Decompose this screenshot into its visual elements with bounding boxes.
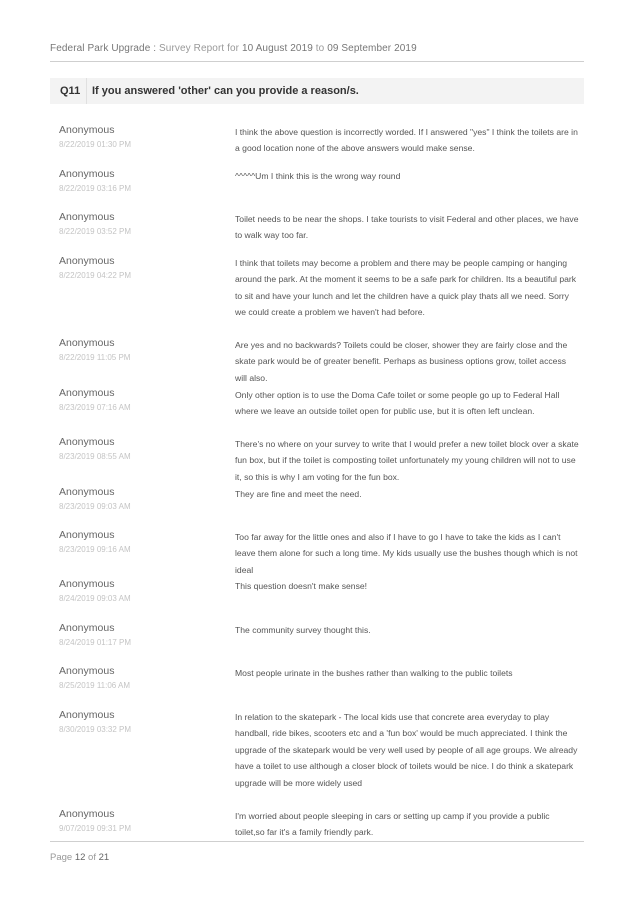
response-date: 8/24/2019 09:03 AM xyxy=(59,594,131,603)
respondent-name: Anonymous xyxy=(59,168,115,180)
response-date: 8/22/2019 03:52 PM xyxy=(59,227,132,236)
response-date: 8/23/2019 07:16 AM xyxy=(59,403,131,412)
response-text: ^^^^^Um I think this is the wrong way round xyxy=(235,171,401,181)
footer-page-label: Page xyxy=(50,852,75,863)
response-text: This question doesn't make sense! xyxy=(235,581,368,591)
response-text: Only other option is to use the Doma Cafe toilet or some people go up to Federal Hall where we leave an outside toilet open for public use, but it is often left unclean. xyxy=(235,390,560,417)
question-number: Q11 xyxy=(60,85,81,97)
response-date: 8/23/2019 09:16 AM xyxy=(59,545,131,554)
header-date-from: 10 August 2019 xyxy=(241,43,313,54)
response-text: Toilet needs to be near the shops. I take tourists to visit Federal and other places, we have to walk way too far. xyxy=(235,214,579,241)
response-date: 9/07/2019 09:31 PM xyxy=(59,824,132,833)
response-text: I think that toilets may become a problem and there may be people camping or hanging around the park. At the moment it seems to be a safe park for children. Its a beautiful park to sit and have your lunch and let the children have a quick play thats all we need. Sorry we could create a problem we haven't had before. xyxy=(235,258,577,318)
page-footer xyxy=(50,852,109,863)
respondent-name: Anonymous xyxy=(59,578,115,590)
header-date-to: 09 September 2019 xyxy=(327,43,417,54)
header-divider xyxy=(50,61,584,62)
respondent-name: Anonymous xyxy=(59,665,115,677)
response-text: The community survey thought this. xyxy=(235,625,371,635)
respondent-name: Anonymous xyxy=(59,709,115,721)
respondent-name: Anonymous xyxy=(59,211,115,223)
response-text: Too far away for the little ones and also if I have to go I have to take the kids as I can't leave them alone for such a long time. My kids usually use the bushes though which is not ideal xyxy=(235,532,578,575)
respondent-name: Anonymous xyxy=(59,337,115,349)
response-date: 8/22/2019 03:16 PM xyxy=(59,184,132,193)
header-report-label: Survey Report for xyxy=(159,43,242,54)
question-separator xyxy=(86,78,87,104)
footer-divider xyxy=(50,841,584,842)
question-text: If you answered 'other' can you provide a reason/s. xyxy=(92,85,359,97)
response-text: Most people urinate in the bushes rather than walking to the public toilets xyxy=(235,668,513,678)
response-text: I think the above question is incorrectly worded. If I answered "yes" I think the toilets are in a good location none of the above answers would make sense. xyxy=(235,127,578,154)
response-date: 8/23/2019 09:03 AM xyxy=(59,502,131,511)
response-date: 8/24/2019 01:17 PM xyxy=(59,638,132,647)
question-bar xyxy=(50,78,584,104)
respondent-name: Anonymous xyxy=(59,124,115,136)
report-header xyxy=(50,43,417,54)
response-text: Are yes and no backwards? Toilets could be closer, shower they are fairly close and the skate park would be of greater benefit. Perhaps as business options grow, toilet access will also. xyxy=(235,340,568,383)
footer-page-number: 12 xyxy=(74,852,86,863)
response-text: In relation to the skatepark - The local kids use that concrete area everyday to play handball, ride bikes, scooters etc and a 'fun box' would be much appreciated. I think the upgrade of the skatepark would be very well used by people of all age groups. We already have a toilet to use although a closer block of toilets would be nice. I do think a skatepark upgrade will be more widely used xyxy=(235,712,578,788)
respondent-name: Anonymous xyxy=(59,486,115,498)
response-text: There's no where on your survey to write that I would prefer a new toilet block over a skate fun box, but if the toilet is composting toilet unfortunately my young children will not to use it, so this is why I am voting for the fun box. xyxy=(235,439,579,482)
respondent-name: Anonymous xyxy=(59,387,115,399)
response-text: They are fine and meet the need. xyxy=(235,489,362,499)
footer-total-pages: 21 xyxy=(98,852,110,863)
response-date: 8/23/2019 08:55 AM xyxy=(59,452,131,461)
respondent-name: Anonymous xyxy=(59,255,115,267)
response-text: I'm worried about people sleeping in cars or setting up camp if you provide a public toilet,so far it's a family friendly park. xyxy=(235,811,550,838)
respondent-name: Anonymous xyxy=(59,436,115,448)
response-date: 8/22/2019 11:05 PM xyxy=(59,353,131,362)
footer-of-label: of xyxy=(85,852,99,863)
respondent-name: Anonymous xyxy=(59,529,115,541)
response-date: 8/25/2019 11:06 AM xyxy=(59,681,131,690)
response-date: 8/22/2019 01:30 PM xyxy=(59,140,132,149)
header-project: Federal Park Upgrade : xyxy=(50,43,160,54)
respondent-name: Anonymous xyxy=(59,622,115,634)
response-date: 8/22/2019 04:22 PM xyxy=(59,271,132,280)
header-to: to xyxy=(312,43,328,54)
respondent-name: Anonymous xyxy=(59,808,115,820)
response-date: 8/30/2019 03:32 PM xyxy=(59,725,132,734)
